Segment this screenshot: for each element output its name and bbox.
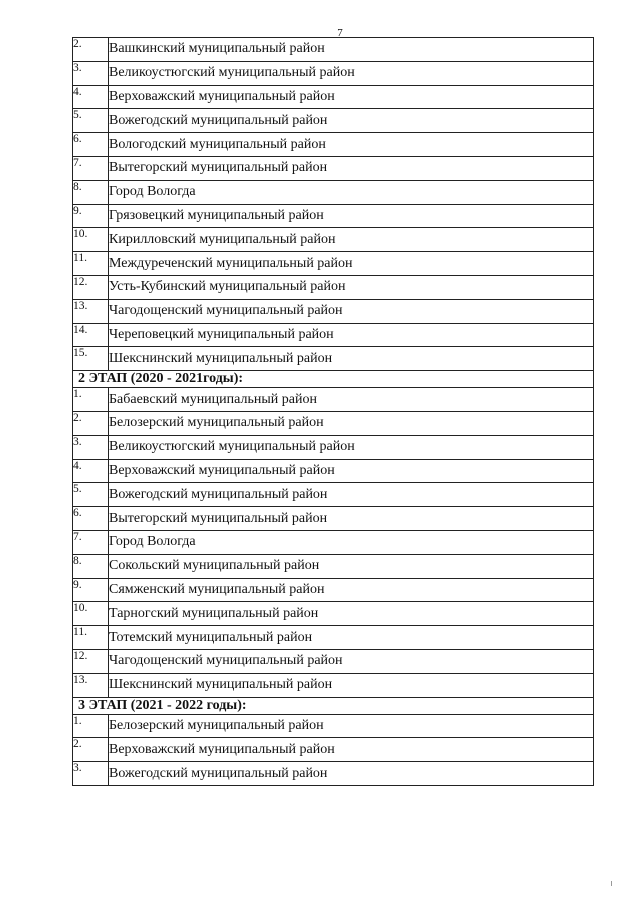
row-number: 2. [73,38,109,62]
stage-header-row [73,697,594,714]
table-row [73,323,594,347]
municipality-name: Город Вологда [109,180,594,204]
row-number: 9. [73,204,109,228]
table-row [73,483,594,507]
row-number: 2. [73,411,109,435]
row-number: 1. [73,388,109,412]
table-row [73,275,594,299]
scan-mark [611,881,612,886]
municipality-name: Вожегодский муниципальный район [109,762,594,786]
municipality-name: Междуреченский муниципальный район [109,252,594,276]
municipality-name: Верховажский муниципальный район [109,459,594,483]
row-number: 13. [73,299,109,323]
row-number: 6. [73,133,109,157]
municipality-name: Великоустюгский муниципальный район [109,435,594,459]
table-row [73,252,594,276]
municipality-name: Сямженский муниципальный район [109,578,594,602]
municipality-name: Вытегорский муниципальный район [109,156,594,180]
table-row [73,38,594,62]
row-number: 9. [73,578,109,602]
row-number: 3. [73,762,109,786]
municipality-table [72,37,594,786]
row-number: 3. [73,61,109,85]
row-number: 14. [73,323,109,347]
municipality-name: Тотемский муниципальный район [109,626,594,650]
table-row [73,228,594,252]
table-row [73,299,594,323]
table-row [73,435,594,459]
stage-title: 2 ЭТАП (2020 - 2021годы): [73,371,594,388]
municipality-name: Шекснинский муниципальный район [109,347,594,371]
table-row [73,530,594,554]
municipality-name: Вожегодский муниципальный район [109,483,594,507]
row-number: 13. [73,673,109,697]
municipality-name: Вашкинский муниципальный район [109,38,594,62]
row-number: 7. [73,530,109,554]
row-number: 2. [73,738,109,762]
row-number: 1. [73,714,109,738]
municipality-name: Чагодощенский муниципальный район [109,299,594,323]
table-row [73,204,594,228]
row-number: 11. [73,626,109,650]
table-row [73,626,594,650]
municipality-name: Усть-Кубинский муниципальный район [109,275,594,299]
table-row [73,507,594,531]
row-number: 11. [73,252,109,276]
page-number: 7 [337,27,343,39]
row-number: 10. [73,602,109,626]
municipality-name: Вологодский муниципальный район [109,133,594,157]
municipality-name: Тарногский муниципальный район [109,602,594,626]
table-row [73,738,594,762]
table-row [73,411,594,435]
stage-title: 3 ЭТАП (2021 - 2022 годы): [73,697,594,714]
row-number: 8. [73,180,109,204]
row-number: 5. [73,109,109,133]
table-row [73,85,594,109]
municipality-name: Грязовецкий муниципальный район [109,204,594,228]
municipality-name: Кирилловский муниципальный район [109,228,594,252]
municipality-name: Бабаевский муниципальный район [109,388,594,412]
table-row [73,109,594,133]
table-row [73,180,594,204]
municipality-name: Вытегорский муниципальный район [109,507,594,531]
row-number: 6. [73,507,109,531]
table-body [73,38,594,786]
table-row [73,388,594,412]
row-number: 5. [73,483,109,507]
table-row [73,133,594,157]
municipality-name: Белозерский муниципальный район [109,411,594,435]
table-row [73,602,594,626]
municipality-name: Сокольский муниципальный район [109,554,594,578]
row-number: 7. [73,156,109,180]
table-row [73,673,594,697]
table-row [73,762,594,786]
table-row [73,61,594,85]
row-number: 12. [73,275,109,299]
municipality-name: Белозерский муниципальный район [109,714,594,738]
municipality-name: Город Вологда [109,530,594,554]
table-row [73,578,594,602]
table-row [73,459,594,483]
row-number: 15. [73,347,109,371]
row-number: 10. [73,228,109,252]
stage-header-row [73,371,594,388]
row-number: 4. [73,85,109,109]
municipality-name: Вожегодский муниципальный район [109,109,594,133]
table-row [73,347,594,371]
municipality-name: Чагодощенский муниципальный район [109,649,594,673]
row-number: 4. [73,459,109,483]
municipality-name: Великоустюгский муниципальный район [109,61,594,85]
row-number: 3. [73,435,109,459]
municipality-name: Шекснинский муниципальный район [109,673,594,697]
table-row [73,156,594,180]
municipality-name: Верховажский муниципальный район [109,85,594,109]
row-number: 8. [73,554,109,578]
table-row [73,554,594,578]
table-row [73,649,594,673]
municipality-name: Верховажский муниципальный район [109,738,594,762]
table-row [73,714,594,738]
row-number: 12. [73,649,109,673]
municipality-name: Череповецкий муниципальный район [109,323,594,347]
